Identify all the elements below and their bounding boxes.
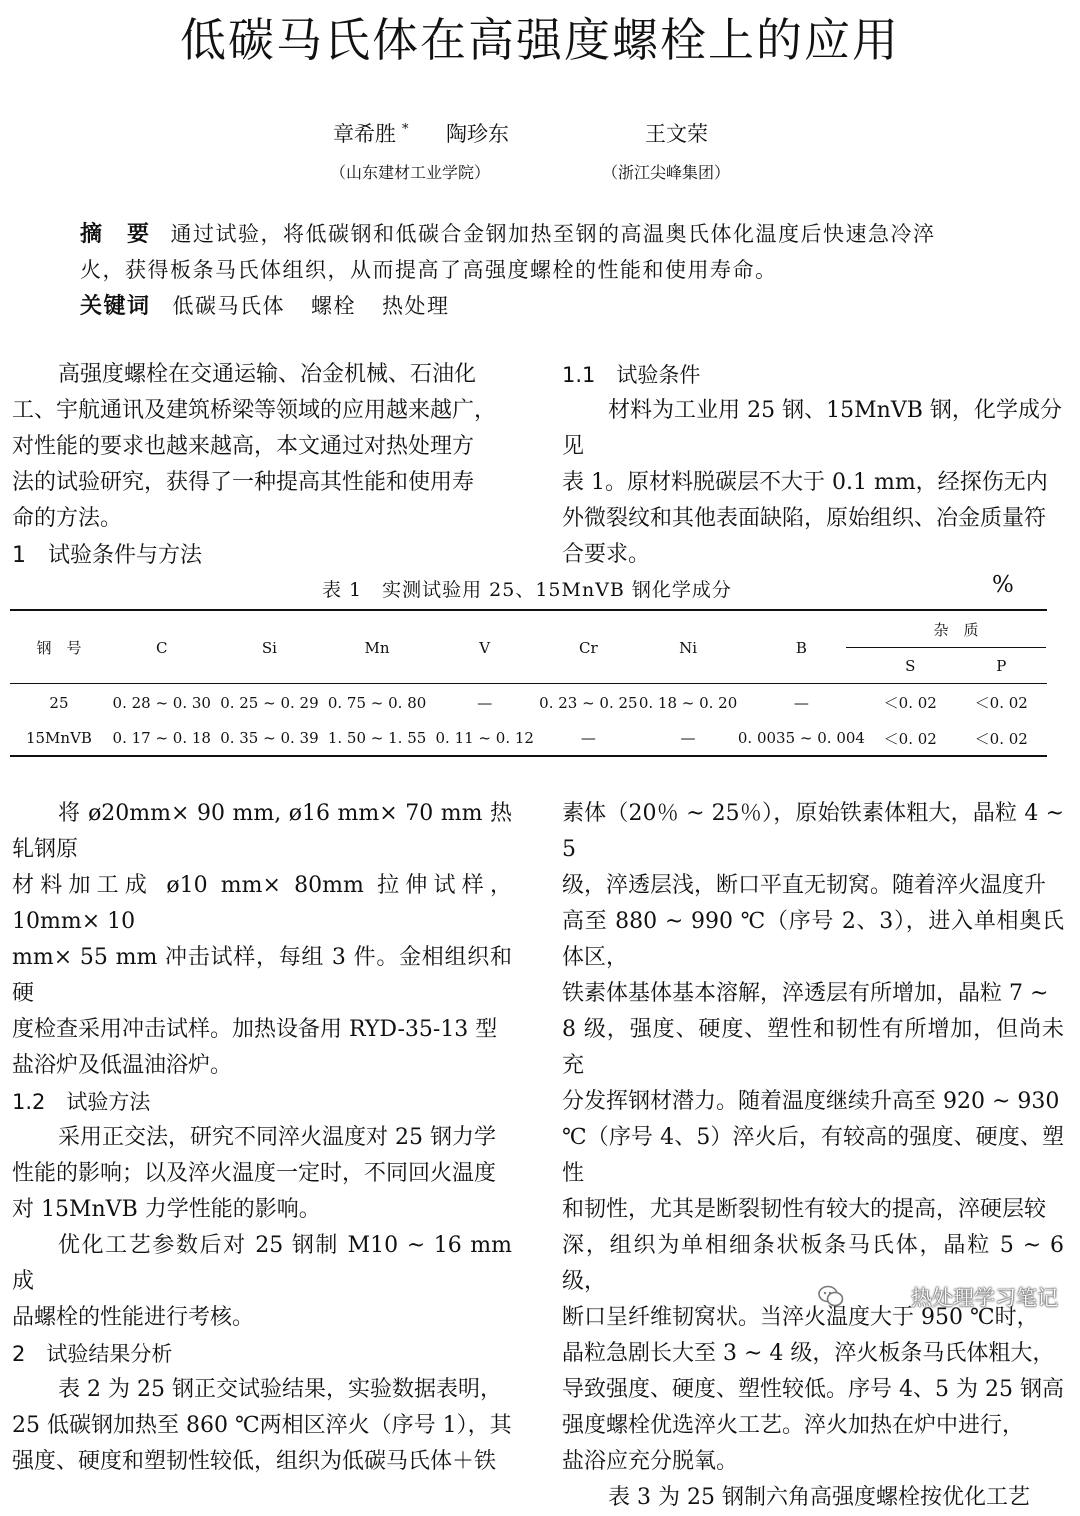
right-column-lower bbox=[562, 796, 1064, 1516]
text-line: 将 ø20mm× 90 mm, ø16 mm× 70 mm 热轧钢原 bbox=[12, 801, 512, 862]
cell: 0. 28 ~ 0. 30 bbox=[112, 693, 211, 712]
cell: 0. 25 ~ 0. 29 bbox=[220, 693, 319, 712]
text-line: 强度、硬度和塑韧性较低，组织为低碳马氏体＋铁 bbox=[12, 1449, 497, 1474]
text-line: 8 级，强度、硬度、塑性和韧性有所增加，但尚未充 bbox=[562, 1017, 1064, 1078]
author-2: 陶珍东 bbox=[446, 122, 509, 146]
abstract-label: 摘 要 bbox=[80, 222, 151, 247]
cell: ＜0. 02 bbox=[883, 729, 937, 748]
table-caption: 表 1 实测试验用 25、15MnVB 钢化学成分 bbox=[322, 579, 732, 601]
text-line: 品螺栓的性能进行考核。 bbox=[12, 1305, 255, 1330]
cell: 0. 23 ~ 0. 25 bbox=[539, 693, 638, 712]
section-heading-1: 1 试验条件与方法 bbox=[12, 543, 202, 568]
th-si: Si bbox=[261, 638, 277, 657]
text-line: 级，淬透层浅，断口平直无韧窝。随着淬火温度升 bbox=[562, 873, 1047, 898]
table-unit: % bbox=[992, 572, 1014, 598]
cell: — bbox=[680, 729, 696, 747]
text-line: 外微裂纹和其他表面缺陷，原始组织、冶金质量符 bbox=[562, 506, 1047, 531]
section-heading-2: 2 试验结果分析 bbox=[12, 1342, 173, 1366]
section-heading-1-2: 1.2 试验方法 bbox=[12, 1090, 151, 1114]
author-3: 王文荣 bbox=[645, 122, 708, 146]
keyword-2: 螺栓 bbox=[311, 294, 357, 318]
left-column-lower bbox=[12, 796, 512, 1480]
abstract-text-line-1: 通过试验，将低碳钢和低碳合金钢加热至钢的高温奥氏体化温度后快速急冷淬 bbox=[170, 222, 936, 246]
text-line: 合要求。 bbox=[562, 542, 651, 567]
cell: 1. 50 ~ 1. 55 bbox=[327, 729, 427, 747]
text-line: mm× 55 mm 冲击试样，每组 3 件。金相组织和硬 bbox=[12, 945, 512, 1006]
paper-title: 低碳马氏体在高强度螺栓上的应用 bbox=[180, 13, 900, 67]
table-row bbox=[10, 721, 1047, 755]
th-s: S bbox=[905, 656, 916, 675]
th-v: V bbox=[479, 638, 491, 657]
cell: ＜0. 02 bbox=[974, 729, 1028, 748]
abstract bbox=[80, 216, 1020, 253]
th-p: P bbox=[996, 656, 1007, 675]
cell: — bbox=[580, 729, 596, 747]
text-line: 优化工艺参数后对 25 钢制 M10 ~ 16 mm 成 bbox=[12, 1233, 512, 1294]
text-line: 对 15MnVB 力学性能的影响。 bbox=[12, 1197, 321, 1222]
cell: 0. 35 ~ 0. 39 bbox=[220, 729, 319, 747]
text-line: ℃（序号 4、5）淬火后，有较高的强度、硬度、塑性 bbox=[562, 1125, 1064, 1186]
text-line: 工、宇航通讯及建筑桥梁等领域的应用越来越广， bbox=[12, 398, 497, 423]
text-line: 强度螺栓优选淬火工艺。淬火加热在炉中进行， bbox=[562, 1413, 1025, 1438]
cell: 0. 11 ~ 0. 12 bbox=[435, 729, 534, 747]
keywords bbox=[80, 288, 1020, 325]
text-line: 对性能的要求也越来越高，本文通过对热处理方 bbox=[12, 434, 475, 459]
table-header-row bbox=[10, 611, 1047, 647]
text-line: 盐浴应充分脱氧。 bbox=[562, 1449, 739, 1474]
th-b: B bbox=[795, 638, 807, 657]
keyword-3: 热处理 bbox=[382, 294, 450, 318]
chat-bubble-icon bbox=[818, 1284, 844, 1308]
affiliation-2: （浙江尖峰集团） bbox=[602, 163, 731, 182]
abstract-text-line-2: 火，获得板条马氏体组织，从而提高了高强度螺栓的性能和使用寿命。 bbox=[80, 258, 778, 282]
th-impurity: 杂 质 bbox=[933, 620, 979, 639]
cell: ＜0. 02 bbox=[974, 694, 1028, 712]
text-line: 断口呈纤维韧窝状。当淬火温度大于 950 ℃时， bbox=[562, 1305, 1039, 1330]
cell: 0. 0035 ~ 0. 004 bbox=[737, 729, 865, 747]
section-heading-1-1: 1.1 试验条件 bbox=[562, 363, 701, 387]
keywords-label: 关键词 bbox=[80, 294, 151, 319]
text-line: 高至 880 ~ 990 ℃（序号 2、3），进入单相奥氏体区， bbox=[562, 909, 1064, 970]
cell: 0. 75 ~ 0. 80 bbox=[327, 693, 427, 712]
text-line: 材料加工成 ø10 mm× 80mm 拉伸试样，10mm× 10 bbox=[12, 873, 512, 934]
author-1 bbox=[333, 118, 409, 148]
watermark: 热处理学习笔记 bbox=[911, 1286, 1058, 1310]
th-ni: Ni bbox=[679, 638, 698, 657]
text-line: 晶粒急剧长大至 3 ~ 4 级，淬火板条马氏体粗大， bbox=[562, 1341, 1055, 1366]
corresponding-mark: * bbox=[402, 122, 409, 137]
text-line: 性能的影响；以及淬火温度一定时，不同回火温度 bbox=[12, 1161, 497, 1186]
text-line: 材料为工业用 25 钢、15MnVB 钢，化学成分见 bbox=[562, 398, 1062, 459]
cell: — bbox=[477, 693, 493, 712]
text-line: 表 2 为 25 钢正交试验结果，实验数据表明， bbox=[58, 1377, 502, 1402]
table-bottom-rule bbox=[10, 755, 1047, 757]
cell: — bbox=[793, 693, 809, 712]
text-line: 度检查采用冲击试样。加热设备用 RYD-35-13 型 bbox=[12, 1017, 498, 1042]
text-line: 盐浴炉及低温油浴炉。 bbox=[12, 1053, 233, 1078]
cell: 25 bbox=[49, 693, 69, 712]
text-line: 和韧性，尤其是断裂韧性有较大的提高，淬硬层较 bbox=[562, 1197, 1047, 1222]
author-1-name: 章希胜 bbox=[333, 122, 396, 146]
th-c: C bbox=[156, 638, 168, 657]
text-line: 深，组织为单相细条状板条马氏体，晶粒 5 ~ 6 级， bbox=[562, 1233, 1064, 1294]
chemical-composition-table bbox=[10, 611, 1047, 755]
text-line: 表 1。原材料脱碳层不大于 0.1 mm，经探伤无内 bbox=[562, 470, 1048, 495]
text-line: 命的方法。 bbox=[12, 506, 123, 531]
cell: 0. 18 ~ 0. 20 bbox=[638, 693, 738, 712]
text-line: 表 3 为 25 钢制六角高强度螺栓按优化工艺 bbox=[608, 1485, 1030, 1510]
intro-paragraph bbox=[12, 357, 510, 537]
cell: 0. 17 ~ 0. 18 bbox=[112, 729, 211, 747]
cell: ＜0. 02 bbox=[883, 694, 937, 712]
table-row bbox=[10, 684, 1047, 721]
text-line: 导致强度、硬度、塑性较低。序号 4、5 为 25 钢高 bbox=[562, 1377, 1064, 1402]
cell: 15MnVB bbox=[25, 729, 92, 747]
text-line: 采用正交法，研究不同淬火温度对 25 钢力学 bbox=[58, 1125, 496, 1150]
th-mn: Mn bbox=[364, 638, 390, 657]
text-line: 分发挥钢材潜力。随着温度继续升高至 920 ~ 930 bbox=[562, 1089, 1060, 1114]
text-line: 铁素体基体基本溶解，淬透层有所增加，晶粒 7 ~ bbox=[562, 981, 1049, 1006]
text-line: 素体（20％ ~ 25％），原始铁素体粗大，晶粒 4 ~ 5 bbox=[562, 801, 1064, 862]
text-line: 法的试验研究，获得了一种提高其性能和使用寿 bbox=[12, 470, 475, 495]
affiliation-1: （山东建材工业学院） bbox=[330, 163, 491, 182]
text-line: 25 低碳钢加热至 860 ℃两相区淬火（序号 1），其 bbox=[12, 1413, 512, 1438]
test-conditions-paragraph bbox=[562, 393, 1062, 573]
th-steel-grade: 钢 号 bbox=[36, 639, 82, 657]
th-cr: Cr bbox=[579, 638, 598, 657]
keyword-1: 低碳马氏体 bbox=[172, 294, 286, 318]
text-line: 高强度螺栓在交通运输、冶金机械、石油化 bbox=[58, 362, 477, 387]
